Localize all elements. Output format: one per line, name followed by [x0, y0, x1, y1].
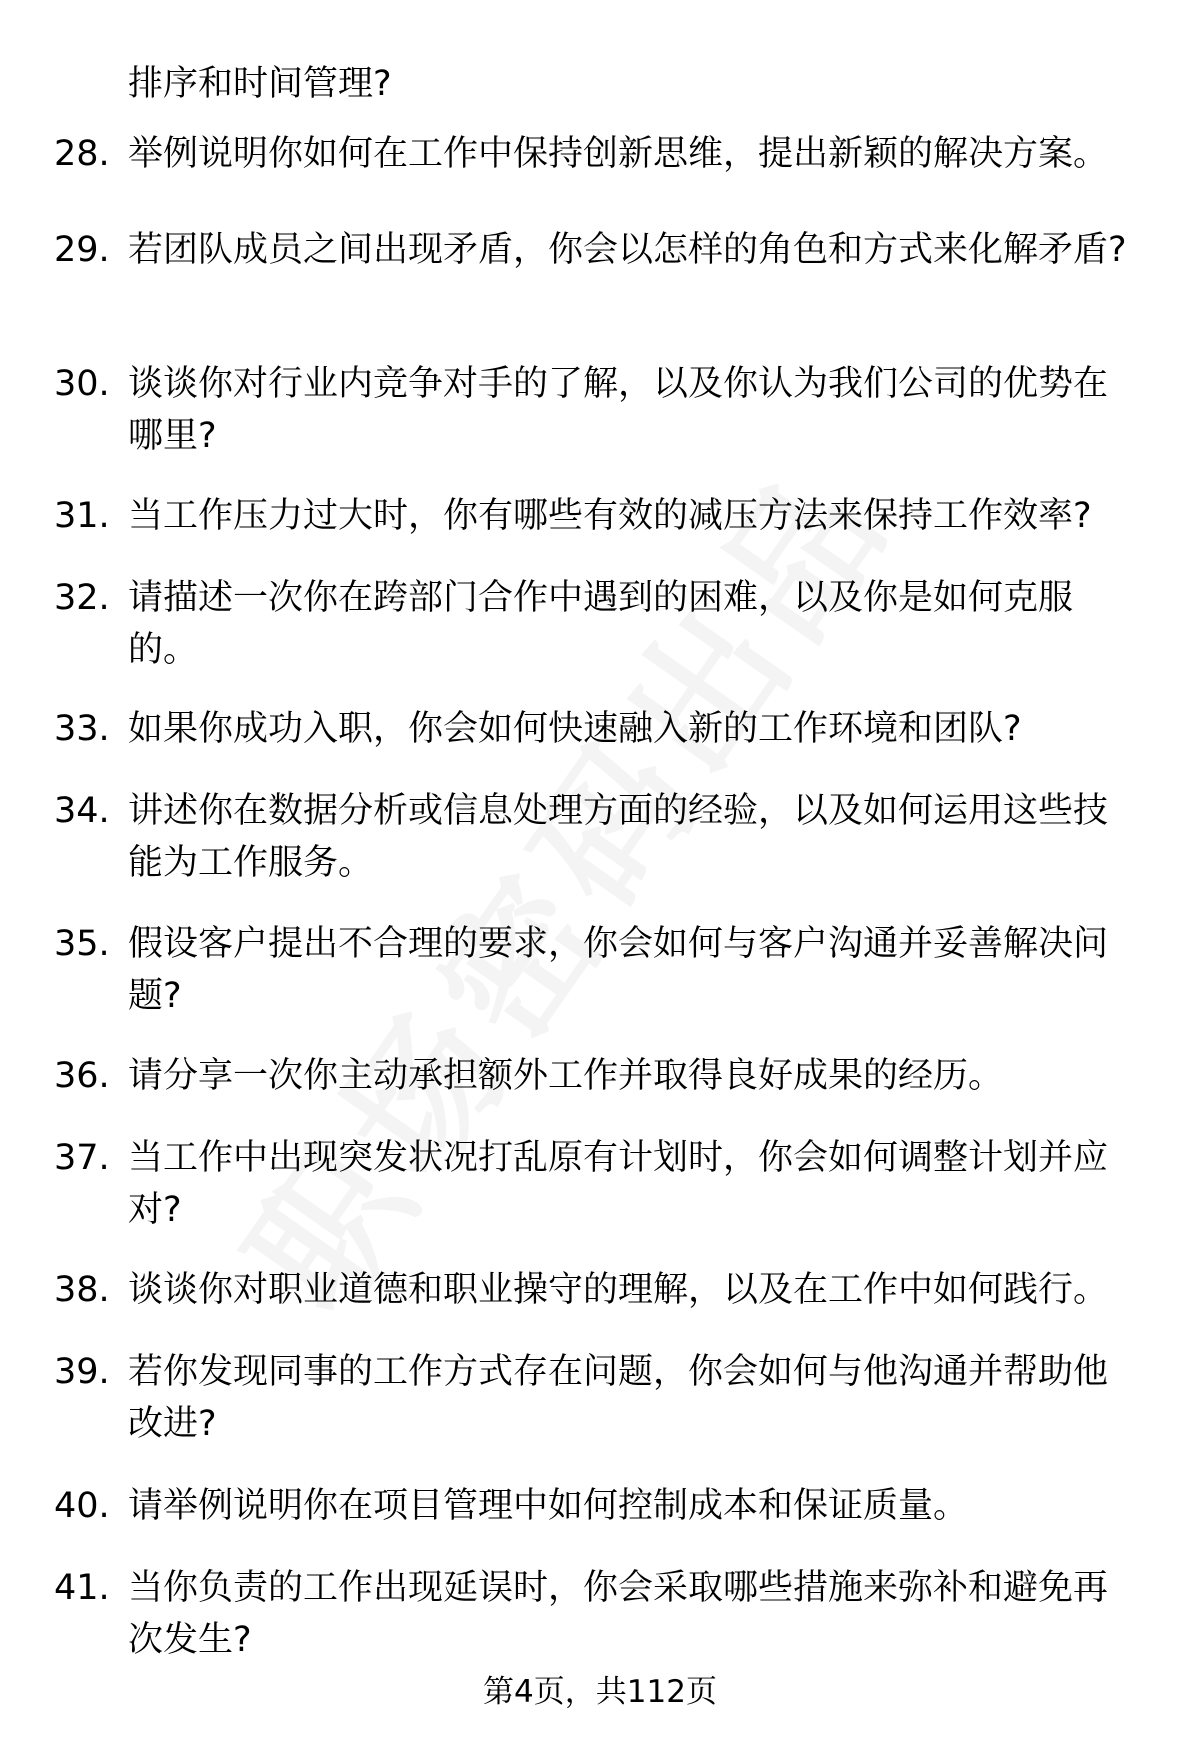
question-text: 讲述你在数据分析或信息处理方面的经验，以及如何运用这些技能为工作服务。 — [128, 791, 1109, 883]
question-number: 41. — [54, 1568, 110, 1608]
question-text: 举例说明你如何在工作中保持创新思维，提出新颖的解决方案。 — [128, 134, 1109, 174]
question-number: 40. — [54, 1486, 110, 1526]
question-number: 37. — [54, 1138, 110, 1178]
question-number: 36. — [54, 1056, 110, 1096]
question-text: 谈谈你对行业内竞争对手的了解，以及你认为我们公司的优势在哪里? — [128, 364, 1109, 456]
question-text: 若你发现同事的工作方式存在问题，你会如何与他沟通并帮助他改进? — [128, 1352, 1109, 1444]
continued-question-text: 排序和时间管理? — [128, 64, 392, 104]
question-text: 当工作压力过大时，你有哪些有效的减压方法来保持工作效率? — [128, 496, 1092, 536]
question-text: 如果你成功入职，你会如何快速融入新的工作环境和团队? — [128, 709, 1022, 749]
question-number: 30. — [54, 364, 110, 404]
question-number: 39. — [54, 1352, 110, 1392]
question-number: 28. — [54, 134, 110, 174]
question-text: 若团队成员之间出现矛盾，你会以怎样的角色和方式来化解矛盾? — [128, 230, 1127, 270]
question-text: 当你负责的工作出现延误时，你会采取哪些措施来弥补和避免再次发生? — [128, 1568, 1109, 1660]
page-number-footer: 第4页，共112页 — [483, 1674, 717, 1710]
question-number: 31. — [54, 496, 110, 536]
question-number: 34. — [54, 791, 110, 831]
question-text: 当工作中出现突发状况打乱原有计划时，你会如何调整计划并应对? — [128, 1138, 1109, 1230]
question-number: 29. — [54, 230, 110, 270]
question-text: 假设客户提出不合理的要求，你会如何与客户沟通并妥善解决问题? — [128, 924, 1109, 1016]
question-text: 请举例说明你在项目管理中如何控制成本和保证质量。 — [128, 1486, 969, 1526]
question-text: 谈谈你对职业道德和职业操守的理解，以及在工作中如何践行。 — [128, 1270, 1109, 1310]
question-number: 38. — [54, 1270, 110, 1310]
question-text: 请描述一次你在跨部门合作中遇到的困难，以及你是如何克服的。 — [128, 578, 1074, 670]
question-number: 35. — [54, 924, 110, 964]
question-number: 33. — [54, 709, 110, 749]
question-text: 请分享一次你主动承担额外工作并取得良好成果的经历。 — [128, 1056, 1004, 1096]
question-number: 32. — [54, 578, 110, 618]
